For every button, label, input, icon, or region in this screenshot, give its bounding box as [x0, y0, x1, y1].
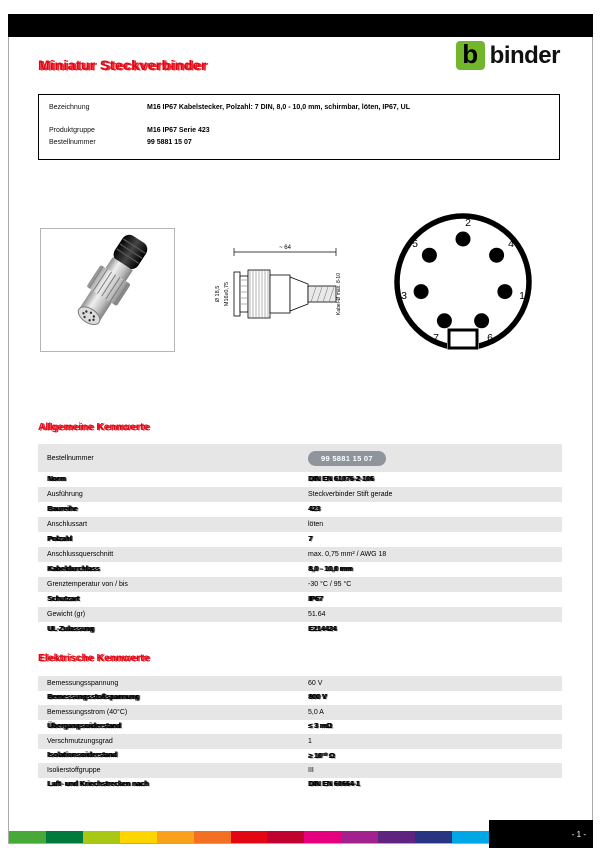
row-label: Ausführung — [47, 491, 83, 498]
info-row — [49, 103, 549, 114]
stripe-segment — [46, 831, 83, 843]
dimension-drawing — [212, 242, 344, 334]
binder-logo-icon — [456, 41, 485, 70]
connector-photo-illustration — [42, 230, 173, 350]
row-label: UL-Zulassung — [47, 626, 94, 633]
row-label: Polzahl — [47, 536, 72, 543]
row-value: 1 — [308, 737, 312, 745]
row-value: -30 °C / 95 °C — [308, 581, 352, 588]
order-number-badge: 99 5881 15 07 — [308, 451, 386, 466]
stripe-segment — [341, 831, 378, 843]
logo-b-glyph: b — [462, 39, 479, 69]
info-row — [49, 126, 549, 137]
table-row — [38, 562, 562, 577]
row-label: Übergangswiderstand — [47, 723, 121, 731]
page-title: Miniatur Steckverbinder — [38, 57, 207, 73]
technical-drawing — [212, 242, 344, 334]
footer-color-stripe — [9, 831, 489, 843]
info-row — [49, 138, 549, 149]
table-row — [38, 502, 562, 517]
row-value: 800 V — [308, 694, 327, 702]
row-label: Anschlussart — [47, 521, 88, 528]
row-label: Verschmutzungsgrad — [47, 737, 113, 745]
row-value: 423 — [308, 506, 320, 513]
pinout-diagram — [388, 202, 538, 362]
stripe-segment — [9, 831, 46, 843]
binder-logo-text: binder — [489, 41, 560, 69]
dim-length-label: ~ 64 — [279, 245, 291, 251]
row-label: Schutzart — [47, 596, 79, 603]
table-row — [38, 622, 562, 637]
row-label: Bestellnummer — [47, 454, 94, 462]
row-label: Norm — [47, 476, 66, 483]
table-row — [38, 607, 562, 622]
row-value: 5,0 A — [308, 708, 324, 716]
stripe-segment — [194, 831, 231, 843]
electrical-characteristics-table — [38, 676, 562, 792]
pin-label: 3 — [401, 290, 407, 302]
stripe-segment — [378, 831, 415, 843]
pin-label: 1 — [519, 290, 525, 302]
table-row — [38, 577, 562, 592]
info-value: M16 IP67 Serie 423 — [147, 126, 210, 134]
pin-label: 5 — [412, 238, 418, 250]
row-value: ≤ 3 mΩ — [308, 723, 332, 731]
stripe-segment — [83, 831, 120, 843]
pin-label: 4 — [508, 238, 514, 250]
row-value: 60 V — [308, 679, 323, 687]
table-row — [38, 676, 562, 691]
stripe-segment — [415, 831, 452, 843]
row-value: max. 0,75 mm² / AWG 18 — [308, 551, 387, 558]
row-label: Bemessungsstoßspannung — [47, 694, 139, 702]
row-value: löten — [308, 521, 324, 528]
top-black-bar — [8, 14, 593, 37]
stripe-segment — [120, 831, 157, 843]
row-value: III — [308, 766, 314, 774]
keyway-notch — [449, 330, 477, 348]
info-label: Produktgruppe — [49, 126, 95, 134]
product-info-box — [38, 94, 560, 160]
info-value: M16 IP67 Kabelstecker, Polzahl: 7 DIN, 8,0 - 10,0 mm, schirmbar, löten, IP67, UL — [147, 104, 410, 111]
row-label: Grenztemperatur von / bis — [47, 581, 128, 588]
stripe-segment — [304, 831, 341, 843]
stripe-segment — [157, 831, 194, 843]
table-row — [38, 763, 562, 778]
dim-diameter-label: Ø 18,5 — [215, 285, 221, 303]
stripe-segment — [452, 831, 489, 843]
table-row — [38, 778, 562, 793]
table-row — [38, 720, 562, 735]
row-label: Isolationswiderstand — [47, 752, 117, 760]
stripe-segment — [231, 831, 268, 843]
row-value: E214424 — [308, 626, 337, 633]
table-row — [38, 444, 562, 472]
info-label: Bestellnummer — [49, 139, 96, 146]
table-row — [38, 532, 562, 547]
row-value: Steckverbinder Stift gerade — [308, 491, 393, 498]
row-label: Anschlussquerschnitt — [47, 551, 114, 558]
info-label: Bezeichnung — [49, 104, 90, 111]
info-value: 99 5881 15 07 — [147, 139, 192, 146]
row-label: Gewicht (gr) — [47, 611, 86, 618]
row-value: 7 — [308, 536, 312, 543]
table-row — [38, 734, 562, 749]
stripe-segment — [267, 831, 304, 843]
pinout-front-view — [388, 202, 538, 362]
section-title-electrical: Elektrische Kennwerte — [38, 653, 150, 664]
row-value: ≥ 10¹⁰ Ω — [308, 752, 335, 760]
row-value — [308, 451, 553, 466]
dim-cable-label: Kabel-Ø max. 8-10 — [336, 273, 342, 315]
table-row — [38, 749, 562, 764]
pin-label: 7 — [433, 332, 439, 344]
table-row — [38, 705, 562, 720]
general-characteristics-table — [38, 444, 562, 637]
page-number: - 1 - — [571, 829, 586, 839]
row-value: DIN EN 60664-1 — [308, 781, 360, 789]
row-label: Bemessungsspannung — [47, 679, 119, 687]
table-row — [38, 592, 562, 607]
row-label: Luft- und Kriechstrecken nach — [47, 781, 149, 789]
row-value: IP67 — [308, 596, 323, 603]
row-value: DIN EN 61076-2-106 — [308, 476, 374, 483]
row-value: 51.64 — [308, 611, 326, 618]
binder-logo — [456, 41, 560, 70]
table-row — [38, 517, 562, 532]
row-label: Isolierstoffgruppe — [47, 766, 101, 774]
table-row — [38, 547, 562, 562]
row-label: Baureihe — [47, 506, 77, 513]
table-row — [38, 487, 562, 502]
product-photo — [40, 228, 175, 352]
row-value: 8,0 - 10,0 mm — [308, 566, 352, 573]
table-row — [38, 691, 562, 706]
row-label: Kabeldurchlass — [47, 566, 100, 573]
footer-page-box — [489, 820, 593, 848]
section-title-general: Allgemeine Kennwerte — [38, 422, 150, 433]
pin-label: 6 — [487, 332, 493, 344]
pin-label: 2 — [465, 217, 471, 229]
row-label: Bemessungsstrom (40°C) — [47, 708, 128, 716]
dim-thread-label: M16x0,75 — [224, 281, 230, 307]
table-row — [38, 472, 562, 487]
